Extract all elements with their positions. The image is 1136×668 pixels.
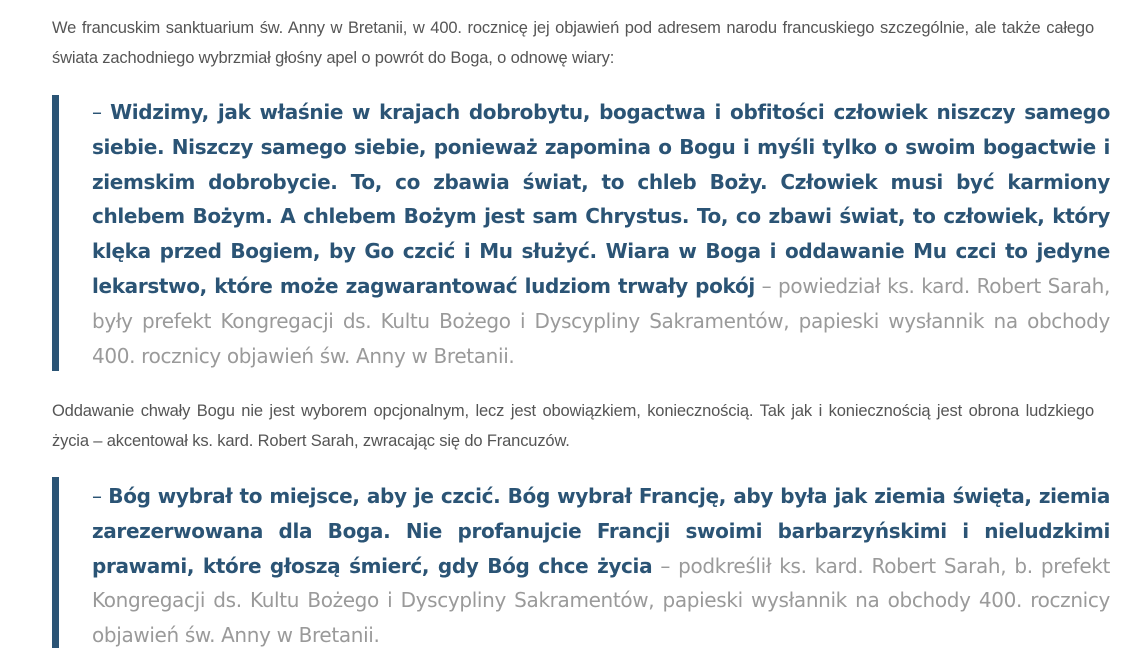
blockquote-sarah-1: [52, 95, 1110, 371]
quote-attribution: – powiedział ks. kard. Robert Sarah, były prefekt Kongregacji ds. Kultu Bożego i Dyscypliny Sakramentów, papieski wysłannik na obchody 400. rocznicy objawień św. Anny w Bretanii.: [92, 273, 1110, 368]
quote-text: Widzimy, jak właśnie w krajach dobrobytu, bogactwa i obfitości człowiek niszczy samego siebie. Niszczy samego siebie, ponieważ zapomina o Bogu i myśli tylko o swoim bogactwie i ziemskim dobrobycie. To, co zbawia świat, to chleb Boży. Człowiek musi być karmiony chlebem Bożym. A chlebem Bożym jest sam Chrystus. To, co zbawi świat, to człowiek, który klęka przed Bogiem, by Go czcić i Mu służyć. Wiara w Boga i oddawanie Mu czci to jedyne lekarstwo, które może zagwarantować ludziom trwały pokój: [92, 100, 1110, 298]
quote-paragraph: [92, 95, 1110, 373]
quote-text: Bóg wybrał to miejsce, aby je czcić. Bóg wybrał Francję, aby była jak ziemia święta, ziemia zarezerwowana dla Boga. Nie profanujcie Francji swoimi barbarzyńskimi i nieludzkimi prawami, które głoszą śmierć, gdy Bóg chce życia: [92, 484, 1110, 578]
quote-attribution: – podkreślił ks. kard. Robert Sarah, b. prefekt Kongregacji ds. Kultu Bożego i Dyscypliny Sakramentów, papieski wysłannik na obchody 400. rocznicy objawień św. Anny w Bretanii.: [92, 553, 1110, 648]
quote-dash: –: [92, 100, 111, 124]
blockquote-sarah-2: [52, 477, 1110, 648]
intro-paragraph: We francuskim sanktuarium św. Anny w Bretanii, w 400. rocznicę jej objawień pod adresem narodu francuskiego szczególnie, ale także całego świata zachodniego wybrzmiał głośny apel o powrót do Boga, o odnowę wiary:: [52, 19, 1094, 67]
quote-paragraph: [92, 477, 1110, 653]
quote-dash: –: [92, 484, 109, 508]
middle-paragraph: Oddawanie chwały Bogu nie jest wyborem opcjonalnym, lecz jest obowiązkiem, koniecznością. Tak jak i koniecznością jest obrona ludzkiego życia – akcentował ks. kard. Robert Sarah, zwracając się do Francuzów.: [52, 402, 1094, 450]
